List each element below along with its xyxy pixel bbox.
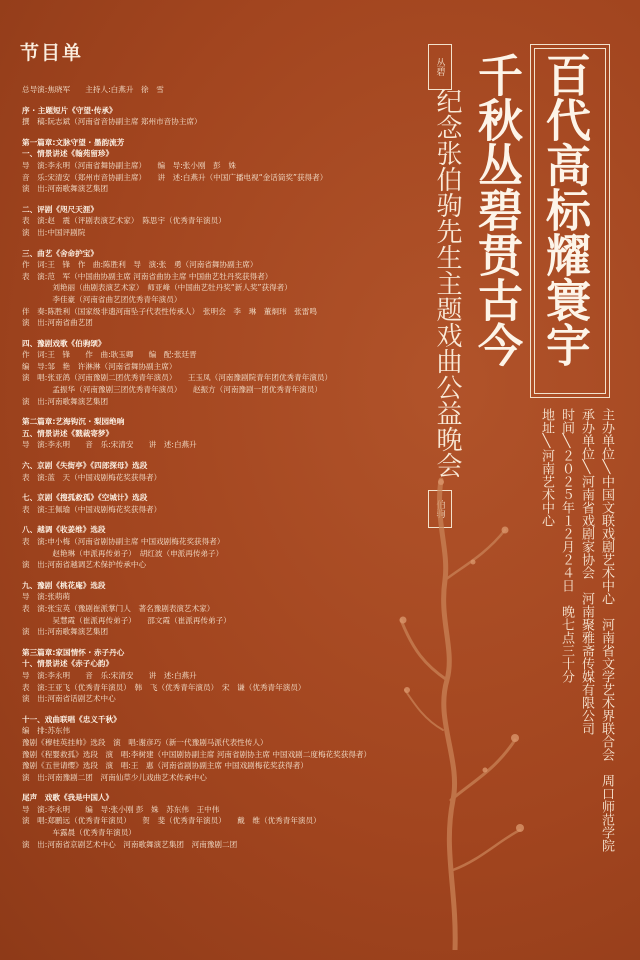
- program-line: 豫剧《程婴救孤》选段 演 唱:李树建（中国剧协副主席 河南省剧协主席 中国戏剧二度梅花奖获得者）: [22, 749, 372, 759]
- program-line: 孟振华（河南豫剧三团优秀青年演员） 赵振方（河南豫剧一团优秀青年演员）: [22, 385, 322, 395]
- program-line: 编 排:苏东伟: [22, 726, 71, 736]
- program-line: 表 演:范 军（中国曲协副主席 河南省曲协主席 中国曲艺牡丹奖获得者）: [22, 271, 273, 281]
- program-section-title: 六、京剧《失街亭》《四郎探母》选段: [22, 461, 148, 471]
- program-line: 演 唱:张亚鸽（河南豫剧二团优秀青年演员） 王玉凤（河南豫剧院青年团优秀青年演员）: [22, 373, 333, 383]
- program-line: 导 演:李永明 音 乐:宋清安 讲 述:白燕升: [22, 670, 197, 680]
- program-section-title: 第一篇章:文脉守望 · 墨韵流芳: [22, 137, 125, 147]
- program-line: 导 演:李永明 音 乐:宋清安 讲 述:白燕升: [22, 440, 197, 450]
- address-line: 地址╲河南艺术中心: [538, 408, 554, 527]
- seal-stamp-bottom: 伯驹: [428, 490, 452, 528]
- program-line: 刘艳丽（曲剧表演艺术家） 师亚峰（中国曲艺牡丹奖“新人奖”获得者）: [22, 283, 292, 293]
- program-line: 演 出:河南歌舞演艺集团: [22, 184, 109, 194]
- plum-branch-decoration: [395, 470, 535, 950]
- program-line: 编 导:邹 艳 许淋淋（河南省舞协副主席）: [22, 361, 177, 371]
- program-line: 演 唱:郑鹏远（优秀青年演员） 贺 斐（优秀青年演员） 戴 维（优秀青年演员）: [22, 816, 321, 826]
- program-line: 表 演:王佩瑜（中国戏剧梅花奖获得者）: [22, 504, 162, 514]
- program-line: 作 词:王 锋 作 曲:耿玉卿 编 配:张廷晋: [22, 350, 197, 360]
- program-section-title: 七、京剧《搜孤救孤》《空城计》选段: [22, 493, 148, 503]
- program-line: 豫剧《五世请缨》选段 演 唱:王 惠（河南省剧协副主席 中国戏剧梅花奖获得者）: [22, 761, 308, 771]
- program-section-title: 十一、戏曲联唱《忠义千秋》: [22, 714, 121, 724]
- program-line: 演 出:河南歌舞演艺集团: [22, 396, 109, 406]
- program-line: 作 词:王 锋 作 曲:陈胜利 导 演:张 勇（河南省舞协副主席）: [22, 260, 258, 270]
- program-heading: 节目单: [20, 42, 84, 64]
- program-line: 演 出:河南省京剧艺术中心 河南歌舞演艺集团 河南豫剧二团: [22, 839, 238, 849]
- program-line: 演 出:河南省话剧艺术中心: [22, 694, 116, 704]
- program-line: 伴 奏:陈胜利（国家级非遗河南坠子代表性传承人） 张明会 李 琳 董炯玮 张雷鸣: [22, 306, 317, 316]
- program-line: 吴慧霞（崔派再传弟子） 邵文霞（崔派再传弟子）: [22, 615, 231, 625]
- program-section-title: 四、豫剧戏歌《伯驹颂》: [22, 338, 106, 348]
- program-line: 表 演:王亚飞（优秀青年演员） 韩 飞（优秀青年演员） 宋 谦（优秀青年演员）: [22, 682, 306, 692]
- subtitle: 纪念张伯驹先生主题戏曲公益晚会: [432, 88, 462, 478]
- program-line: 演 出:河南豫剧二团 河南仙草少儿戏曲艺术传承中心: [22, 772, 207, 782]
- program-section-title: 第二篇章:艺海钩沉 · 梨园绝响: [22, 417, 125, 427]
- program-line: 导 演:李永明（河南省舞协副主席） 编 导:张小刚 彭 姝: [22, 160, 236, 170]
- program-section-title: 五、情景讲述《戮裁寄梦》: [22, 428, 114, 438]
- program-line: 表 演:赵 震（评剧表演艺术家） 陈思宇（优秀青年演员）: [22, 216, 226, 226]
- time-line: 时间╲２０２５年１２月２４日 晚七点三十分: [558, 408, 574, 683]
- program-line: 车露晨（优秀青年演员）: [22, 828, 136, 838]
- program-section-title: 十、情景讲述《赤子心韵》: [22, 659, 114, 669]
- program-line: 演 出:河南歌舞演艺集团: [22, 627, 109, 637]
- program-section-title: 八、越调《收姜维》选段: [22, 525, 106, 535]
- seal-stamp-top: 丛碧: [428, 44, 452, 90]
- organizer-line: 主办单位╲中国文联戏剧艺术中心 河南省文学艺术界联合会 周口师范学院: [598, 408, 614, 852]
- program-list: [22, 84, 397, 850]
- program-line: 演 出:河南省越调艺术保护传承中心: [22, 560, 147, 570]
- program-section-title: 三、曲艺《舍命护宝》: [22, 248, 98, 258]
- program-line: 音 乐:宋清安（郑州市音协副主席） 讲 述:白燕升（中国广播电视“金话筒奖”获得者）: [22, 172, 328, 182]
- program-line: 表 演:申小梅（河南省剧协副主席 中国戏剧梅花奖获得者）: [22, 537, 225, 546]
- program-line: 李佳豪（河南省曲艺团优秀青年演员）: [22, 294, 182, 304]
- program-line: 表 演:张宝英（豫剧崔派掌门人 著名豫剧表演艺术家）: [22, 603, 215, 613]
- program-line: 赵艳琳（申派再传弟子） 胡红波（申派再传弟子）: [22, 548, 224, 558]
- program-line: 导 演:张萌萌: [22, 592, 71, 602]
- program-section-title: 九、豫剧《桃花庵》选段: [22, 580, 106, 590]
- title-column-2: 千秋丛碧贯古今: [470, 52, 523, 367]
- program-section-title: 尾声 戏歌《我是中国人》: [22, 793, 114, 803]
- program-section-title: 一、情景讲述《翰苑留珍》: [22, 149, 114, 159]
- program-section-title: 第三篇章:家国情怀 · 赤子丹心: [22, 647, 125, 657]
- program-line: 豫剧《穆桂英挂帅》选段 演 唱:谢彦巧（新一代豫剧马派代表性传人）: [22, 737, 268, 747]
- program-line: 演 出:中国评剧院: [22, 227, 86, 237]
- program-line: 总导演:焦晓军 主持人:白燕升 徐 雪: [22, 85, 164, 94]
- title-column-1: 百代高标耀寰宇: [538, 52, 591, 367]
- program-section-title: 序 · 主题短片《守望·传承》: [22, 105, 117, 115]
- co-organizer-line: 承办单位╲河南省戏剧家协会 河南聚雅斋传媒有限公司: [578, 408, 594, 735]
- program-line: 演 出:河南省曲艺团: [22, 318, 93, 328]
- program-section-title: 二、评剧《咫尺天涯》: [22, 204, 98, 214]
- program-line: 导 演:李永明 编 导:张小刚 彭 姝 苏东伟 王中伟: [22, 804, 220, 814]
- program-line: 表 演:蓝 天（中国戏剧梅花奖获得者）: [22, 472, 162, 482]
- program-line: 撰 稿:阮志斌（河南省音协副主席 郑州市音协主席）: [22, 117, 202, 127]
